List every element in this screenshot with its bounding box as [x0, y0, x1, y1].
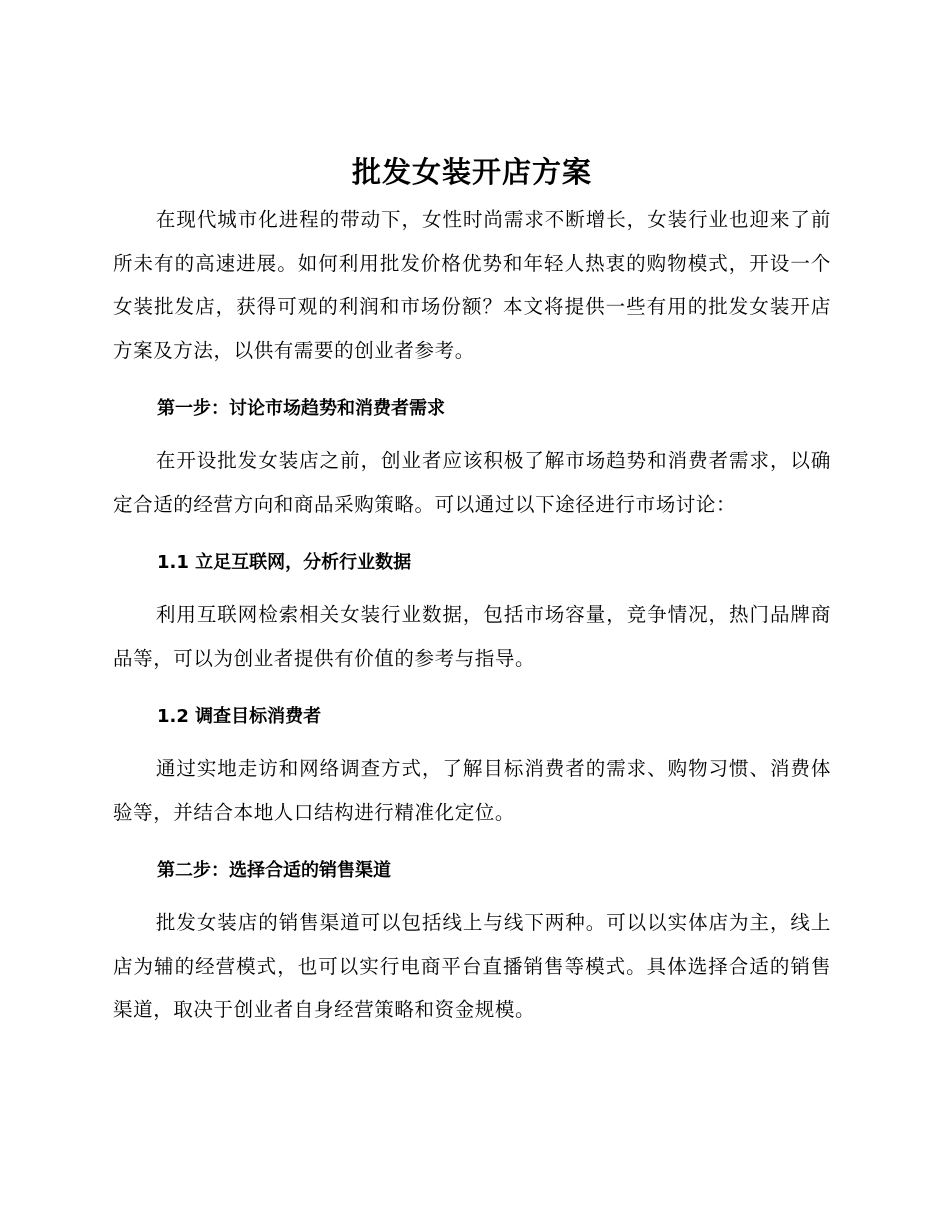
subsection-1-1-paragraph: 利用互联网检索相关女装行业数据，包括市场容量，竞争情况，热门品牌商品等，可以为创业者提供有价值的参考与指导。: [113, 603, 831, 670]
subsection-1-2-paragraph: 通过实地走访和网络调查方式，了解目标消费者的需求、购物习惯、消费体验等，并结合本地人口结构进行精准化定位。: [113, 757, 831, 824]
document-title: 批发女装开店方案: [351, 155, 592, 189]
document-page: [113, 150, 831, 1032]
subsection-1-1-heading: 1.1 立足互联网，分析行业数据: [157, 552, 412, 573]
intro-paragraph: 在现代城市化进程的带动下，女性时尚需求不断增长，女装行业也迎来了前所未有的高速进展。如何利用批发价格优势和年轻人热衷的购物模式，开设一个女装批发店，获得可观的利润和市场份额？本文将提供一些有用的批发女装开店方案及方法，以供有需要的创业者参考。: [113, 208, 831, 362]
step2-paragraph: 批发女装店的销售渠道可以包括线上与线下两种。可以以实体店为主，线上店为辅的经营模式，也可以实行电商平台直播销售等模式。具体选择合适的销售渠道，取决于创业者自身经营策略和资金规模。: [113, 911, 831, 1021]
step2-heading: 第二步：选择合适的销售渠道: [157, 860, 391, 881]
subsection-1-2-heading: 1.2 调查目标消费者: [157, 706, 322, 727]
step1-heading: 第一步：讨论市场趋势和消费者需求: [157, 398, 445, 419]
step1-paragraph: 在开设批发女装店之前，创业者应该积极了解市场趋势和消费者需求，以确定合适的经营方向和商品采购策略。可以通过以下途径进行市场讨论：: [113, 449, 831, 516]
